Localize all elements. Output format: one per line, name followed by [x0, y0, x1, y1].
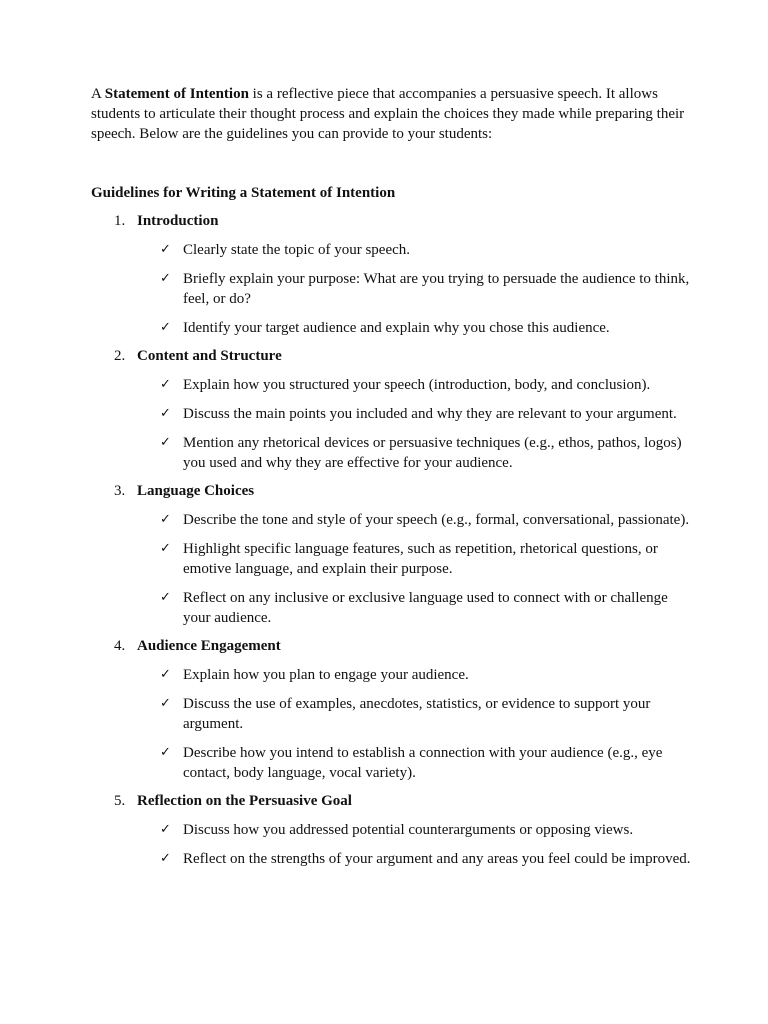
intro-rest: is a reflective piece that accompanies a persuasive speech. It allows students to articulate their thought process and explain the choices they made while preparing their speech. Below are the guidelines you can provide to your students:: [91, 86, 685, 142]
guideline-section: [91, 211, 691, 338]
checklist-item-text: Clearly state the topic of your speech.: [183, 242, 411, 258]
checklist-item-text: Highlight specific language features, such as repetition, rhetorical questions, or emotive language, and explain their purpose.: [183, 541, 658, 577]
checkmark-icon: ✓: [160, 590, 171, 605]
checkmark-icon: ✓: [160, 851, 171, 866]
checklist-item-text: Describe the tone and style of your speech (e.g., formal, conversational, passionate).: [183, 512, 690, 528]
section-number: 5.: [114, 793, 126, 809]
checklist-item: [91, 404, 691, 424]
section-header: [91, 791, 691, 811]
checkmark-icon: ✓: [160, 377, 171, 392]
checkmark-icon: ✓: [160, 271, 171, 286]
checkmark-icon: ✓: [160, 242, 171, 257]
section-number: 1.: [114, 213, 126, 229]
checklist-item-text: Discuss the main points you included and why they are relevant to your argument.: [183, 406, 677, 422]
guideline-section: [91, 346, 691, 473]
checklist-item-text: Describe how you intend to establish a connection with your audience (e.g., eye contact, body language, vocal variety).: [183, 745, 663, 781]
intro-paragraph: [91, 84, 691, 144]
checklist: [91, 240, 691, 338]
section-number: 2.: [114, 348, 126, 364]
section-title: Audience Engagement: [137, 638, 281, 654]
checkmark-icon: ✓: [160, 541, 171, 556]
checklist-item: [91, 318, 691, 338]
checklist: [91, 820, 691, 869]
checkmark-icon: ✓: [160, 667, 171, 682]
checklist-item-text: Mention any rhetorical devices or persuasive techniques (e.g., ethos, pathos, logos) you used and why they are effective for your audience.: [183, 435, 682, 471]
guidelines-list: [91, 211, 691, 869]
checklist-item: [91, 240, 691, 260]
section-number: 3.: [114, 483, 126, 499]
checkmark-icon: ✓: [160, 435, 171, 450]
checklist: [91, 375, 691, 473]
checklist: [91, 510, 691, 628]
checklist-item: [91, 269, 691, 309]
checklist-item-text: Discuss how you addressed potential counterarguments or opposing views.: [183, 822, 634, 838]
checklist-item: [91, 820, 691, 840]
section-title: Language Choices: [137, 483, 255, 499]
guideline-section: [91, 636, 691, 783]
section-title: Reflection on the Persuasive Goal: [137, 793, 352, 809]
checklist-item-text: Discuss the use of examples, anecdotes, statistics, or evidence to support your argument.: [183, 696, 651, 732]
checklist-item: [91, 510, 691, 530]
intro-prefix: A: [91, 86, 105, 102]
checklist-item: [91, 743, 691, 783]
section-title: Introduction: [137, 213, 219, 229]
guideline-section: [91, 481, 691, 628]
checklist-item-text: Explain how you plan to engage your audience.: [183, 667, 469, 683]
checklist-item: [91, 539, 691, 579]
section-title: Content and Structure: [137, 348, 282, 364]
checkmark-icon: ✓: [160, 512, 171, 527]
section-header: [91, 481, 691, 501]
checkmark-icon: ✓: [160, 406, 171, 421]
guidelines-heading: Guidelines for Writing a Statement of Intention: [91, 185, 396, 201]
checklist-item: [91, 694, 691, 734]
intro-term: Statement of Intention: [104, 86, 249, 102]
checklist-item: [91, 588, 691, 628]
checklist-item-text: Identify your target audience and explain why you chose this audience.: [183, 320, 610, 336]
checklist-item: [91, 433, 691, 473]
section-number: 4.: [114, 638, 126, 654]
checkmark-icon: ✓: [160, 320, 171, 335]
checkmark-icon: ✓: [160, 822, 171, 837]
checkmark-icon: ✓: [160, 745, 171, 760]
section-header: [91, 346, 691, 366]
guideline-section: [91, 791, 691, 869]
checklist-item-text: Explain how you structured your speech (introduction, body, and conclusion).: [183, 377, 651, 393]
checklist-item-text: Reflect on the strengths of your argument and any areas you feel could be improved.: [183, 851, 691, 867]
checklist-item-text: Reflect on any inclusive or exclusive language used to connect with or challenge your audience.: [183, 590, 668, 626]
checklist-item: [91, 665, 691, 685]
checklist: [91, 665, 691, 783]
checklist-item-text: Briefly explain your purpose: What are you trying to persuade the audience to think, feel, or do?: [183, 271, 690, 307]
document-page: [91, 84, 691, 869]
checklist-item: [91, 849, 691, 869]
section-header: [91, 636, 691, 656]
checkmark-icon: ✓: [160, 696, 171, 711]
checklist-item: [91, 375, 691, 395]
section-header: [91, 211, 691, 231]
